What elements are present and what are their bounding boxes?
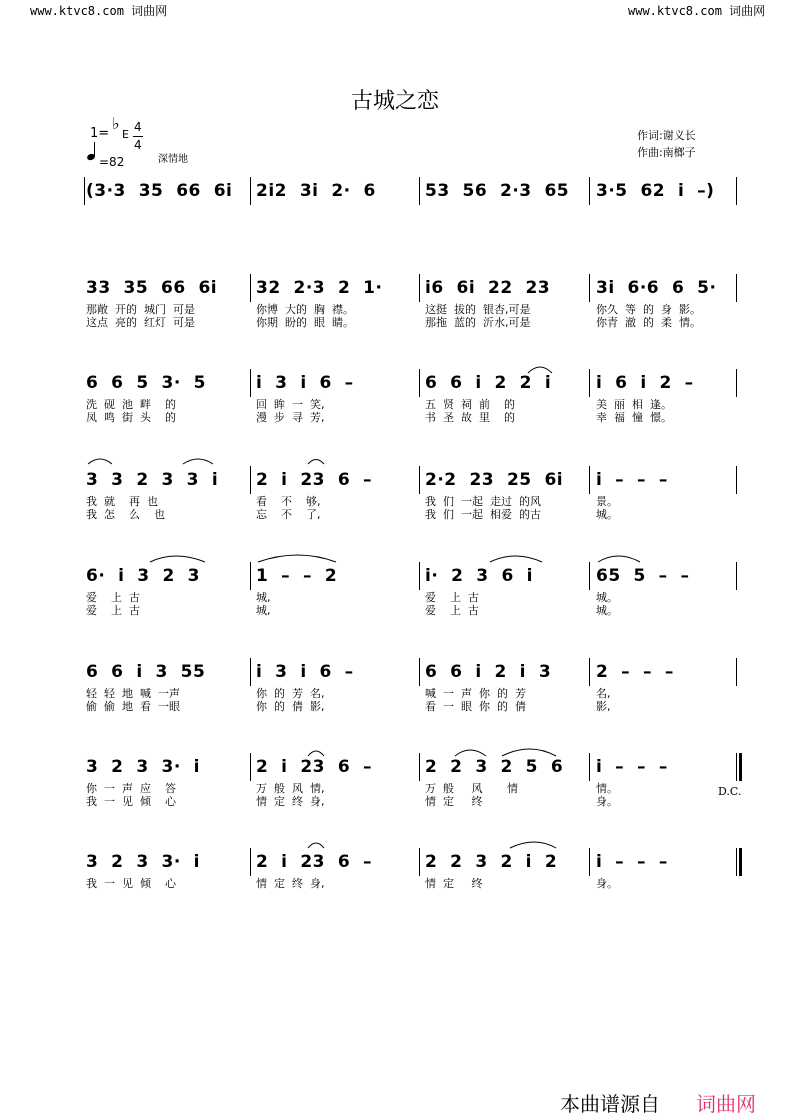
- slur: [308, 843, 324, 848]
- bar-line: [736, 466, 737, 494]
- measure-notes: 65 5 – –: [596, 566, 690, 586]
- lyric-verse-2: 凤 鸣 街 头 的: [86, 411, 176, 424]
- measure-notes: i – – –: [596, 757, 668, 777]
- measure-notes: 53 56 2·3 65: [425, 181, 570, 201]
- time-signature-divider: [133, 136, 143, 137]
- lyric-verse-1: 名,: [596, 687, 611, 700]
- measure-notes: 6 6 5 3· 5: [86, 373, 206, 393]
- lyric-verse-1: 洗 砚 池 畔 的: [86, 398, 176, 411]
- slur: [150, 556, 205, 562]
- bar-line: [419, 274, 420, 302]
- key-signature: 1=: [90, 126, 110, 141]
- lyric-verse-1: 情 定 终: [425, 877, 483, 890]
- lyric-verse-1: 你 一 声 应 答: [86, 782, 176, 795]
- lyric-verse-2: 这点 亮的 红灯 可是: [86, 316, 195, 329]
- measure-notes: 2 i 23 6 –: [256, 470, 372, 490]
- measure-notes: 1 – – 2: [256, 566, 338, 586]
- measure-notes: 6 6 i 2 i 3: [425, 662, 552, 682]
- lyric-verse-2: 那拖 蓝的 沂水,可是: [425, 316, 531, 329]
- slur: [598, 556, 640, 562]
- lyric-verse-2: 你青 澈 的 柔 情。: [596, 316, 701, 329]
- bar-line: [419, 369, 420, 397]
- bar-line: [419, 177, 420, 205]
- lyric-verse-1: 回 眸 一 笑,: [256, 398, 325, 411]
- lyric-verse-2: 看 一 眼 你 的 倩: [425, 700, 526, 713]
- lyric-verse-2: 身。: [596, 795, 618, 808]
- bar-line: [736, 177, 737, 205]
- lyric-verse-2: 漫 步 寻 芳,: [256, 411, 325, 424]
- bar-line: [589, 369, 590, 397]
- measure-notes: (3·3 35 66 6i: [86, 181, 233, 201]
- lyric-verse-2: 我 们 一起 相爱 的古: [425, 508, 541, 521]
- slur: [258, 555, 336, 562]
- lyric-verse-2: 影,: [596, 700, 611, 713]
- measure-notes: i 6 i 2 –: [596, 373, 694, 393]
- lyric-verse-1: 看 不 够,: [256, 495, 321, 508]
- lyric-verse-1: 我 一 见 倾 心: [86, 877, 176, 890]
- measure-notes: 2 2 3 2 5 6: [425, 757, 564, 777]
- lyric-verse-2: 情 定 终 身,: [256, 795, 325, 808]
- bar-line: [250, 848, 251, 876]
- lyric-verse-1: 身。: [596, 877, 618, 890]
- bar-line: [250, 658, 251, 686]
- lyric-verse-1: 你久 等 的 身 影。: [596, 303, 701, 316]
- measure-notes: i· 2 3 6 i: [425, 566, 533, 586]
- bar-line: [589, 177, 590, 205]
- lyric-verse-1: 那敞 开的 城门 可是: [86, 303, 195, 316]
- watermark-right: www.ktvc8.com 词曲网: [628, 4, 766, 18]
- lyric-verse-1: 我 们 一起 走过 的风: [425, 495, 541, 508]
- bar-line: [250, 177, 251, 205]
- bar-line: [736, 658, 737, 686]
- lyric-verse-2: 我 一 见 倾 心: [86, 795, 176, 808]
- footer-brand-link[interactable]: 词曲网: [696, 1092, 756, 1116]
- bar-line: [589, 562, 590, 590]
- flat-icon: ♭: [112, 114, 120, 133]
- lyric-verse-1: 你 的 芳 名,: [256, 687, 325, 700]
- tempo-marking: =82: [99, 155, 125, 169]
- measure-notes: 6 6 i 2 2 i: [425, 373, 552, 393]
- lyric-verse-1: 万 般 风 情: [425, 782, 518, 795]
- lyric-verse-1: 轻 轻 地 喊 一声: [86, 687, 180, 700]
- bar-line: [736, 753, 737, 781]
- final-bar-line: [739, 848, 742, 876]
- key-note: E: [122, 128, 129, 141]
- measure-notes: 3 3 2 3 3 i: [86, 470, 219, 490]
- bar-line: [250, 753, 251, 781]
- lyric-verse-1: 城,: [256, 591, 271, 604]
- slur: [308, 460, 324, 465]
- lyric-verse-1: 万 般 风 情,: [256, 782, 325, 795]
- dc-marking: D.C.: [718, 785, 742, 798]
- footer-source-label: 本曲谱源自: [560, 1092, 660, 1116]
- bar-line: [419, 753, 420, 781]
- measure-notes: 3·5 62 i –): [596, 181, 715, 201]
- lyric-verse-1: 你博 大的 胸 襟。: [256, 303, 354, 316]
- measure-notes: 32 2·3 2 1·: [256, 278, 383, 298]
- measure-notes: 3 2 3 3· i: [86, 852, 200, 872]
- composer-credit: 作曲:南榔子: [637, 146, 696, 159]
- time-signature-top: 4: [134, 120, 142, 134]
- measure-notes: 6 6 i 3 55: [86, 662, 206, 682]
- lyric-verse-2: 忘 不 了,: [256, 508, 321, 521]
- measure-notes: 33 35 66 6i: [86, 278, 218, 298]
- bar-line: [250, 274, 251, 302]
- slur: [308, 751, 324, 756]
- bar-line: [250, 369, 251, 397]
- measure-notes: i – – –: [596, 470, 668, 490]
- slur: [88, 459, 112, 464]
- measure-notes: i 3 i 6 –: [256, 662, 354, 682]
- time-signature-bottom: 4: [134, 138, 142, 152]
- slur: [183, 459, 213, 464]
- lyric-verse-2: 情 定 终: [425, 795, 483, 808]
- lyric-verse-2: 城。: [596, 508, 618, 521]
- slur: [510, 842, 556, 848]
- lyric-verse-1: 这挺 拔的 银杏,可是: [425, 303, 531, 316]
- bar-line: [589, 848, 590, 876]
- measure-notes: i 3 i 6 –: [256, 373, 354, 393]
- measure-notes: 2 2 3 2 i 2: [425, 852, 558, 872]
- lyric-verse-2: 你期 盼的 眼 睛。: [256, 316, 354, 329]
- lyric-verse-2: 你 的 倩 影,: [256, 700, 325, 713]
- lyric-verse-1: 五 贤 祠 前 的: [425, 398, 515, 411]
- bar-line: [736, 562, 737, 590]
- lyric-verse-1: 情 定 终 身,: [256, 877, 325, 890]
- lyric-verse-1: 情。: [596, 782, 618, 795]
- quarter-note-stem: [94, 142, 95, 157]
- slur: [502, 749, 556, 756]
- lyric-verse-2: 爱 上 古: [425, 604, 479, 617]
- lyricist-credit: 作词:谢义长: [637, 129, 696, 142]
- lyric-verse-2: 书 圣 故 里 的: [425, 411, 515, 424]
- lyric-verse-1: 景。: [596, 495, 618, 508]
- measure-notes: 2 i 23 6 –: [256, 757, 372, 777]
- final-bar-line: [739, 753, 742, 781]
- lyric-verse-2: 城,: [256, 604, 271, 617]
- bar-line: [419, 466, 420, 494]
- lyric-verse-2: 我 怎 么 也: [86, 508, 165, 521]
- bar-line: [419, 658, 420, 686]
- lyric-verse-2: 偷 偷 地 看 一眼: [86, 700, 180, 713]
- lyric-verse-2: 幸 福 憧 憬。: [596, 411, 672, 424]
- watermark-left: www.ktvc8.com 词曲网: [30, 4, 168, 18]
- bar-line: [419, 562, 420, 590]
- system-start-bar: [84, 177, 85, 205]
- bar-line: [736, 369, 737, 397]
- bar-line: [250, 466, 251, 494]
- measure-notes: 6· i 3 2 3: [86, 566, 200, 586]
- bar-line: [589, 274, 590, 302]
- lyric-verse-2: 城。: [596, 604, 618, 617]
- bar-line: [589, 753, 590, 781]
- measure-notes: 2 i 23 6 –: [256, 852, 372, 872]
- lyric-verse-1: 爱 上 古: [425, 591, 479, 604]
- bar-line: [736, 274, 737, 302]
- lyric-verse-1: 爱 上 古: [86, 591, 140, 604]
- lyric-verse-2: 爱 上 古: [86, 604, 140, 617]
- bar-line: [250, 562, 251, 590]
- bar-line: [736, 848, 737, 876]
- expression-marking: 深情地: [158, 154, 188, 165]
- measure-notes: i6 6i 22 23: [425, 278, 551, 298]
- measure-notes: i – – –: [596, 852, 668, 872]
- lyric-verse-1: 喊 一 声 你 的 芳: [425, 687, 526, 700]
- measure-notes: 2 – – –: [596, 662, 674, 682]
- song-title: 古城之恋: [350, 89, 439, 114]
- bar-line: [419, 848, 420, 876]
- measure-notes: 3 2 3 3· i: [86, 757, 200, 777]
- measure-notes: 3i 6·6 6 5·: [596, 278, 717, 298]
- lyric-verse-1: 我 就 再 也: [86, 495, 158, 508]
- lyric-verse-1: 城。: [596, 591, 618, 604]
- slur: [455, 750, 486, 756]
- measure-notes: 2·2 23 25 6i: [425, 470, 564, 490]
- measure-notes: 2i2 3i 2· 6: [256, 181, 376, 201]
- bar-line: [589, 466, 590, 494]
- bar-line: [589, 658, 590, 686]
- slur: [490, 556, 542, 562]
- lyric-verse-1: 美 丽 相 逢。: [596, 398, 672, 411]
